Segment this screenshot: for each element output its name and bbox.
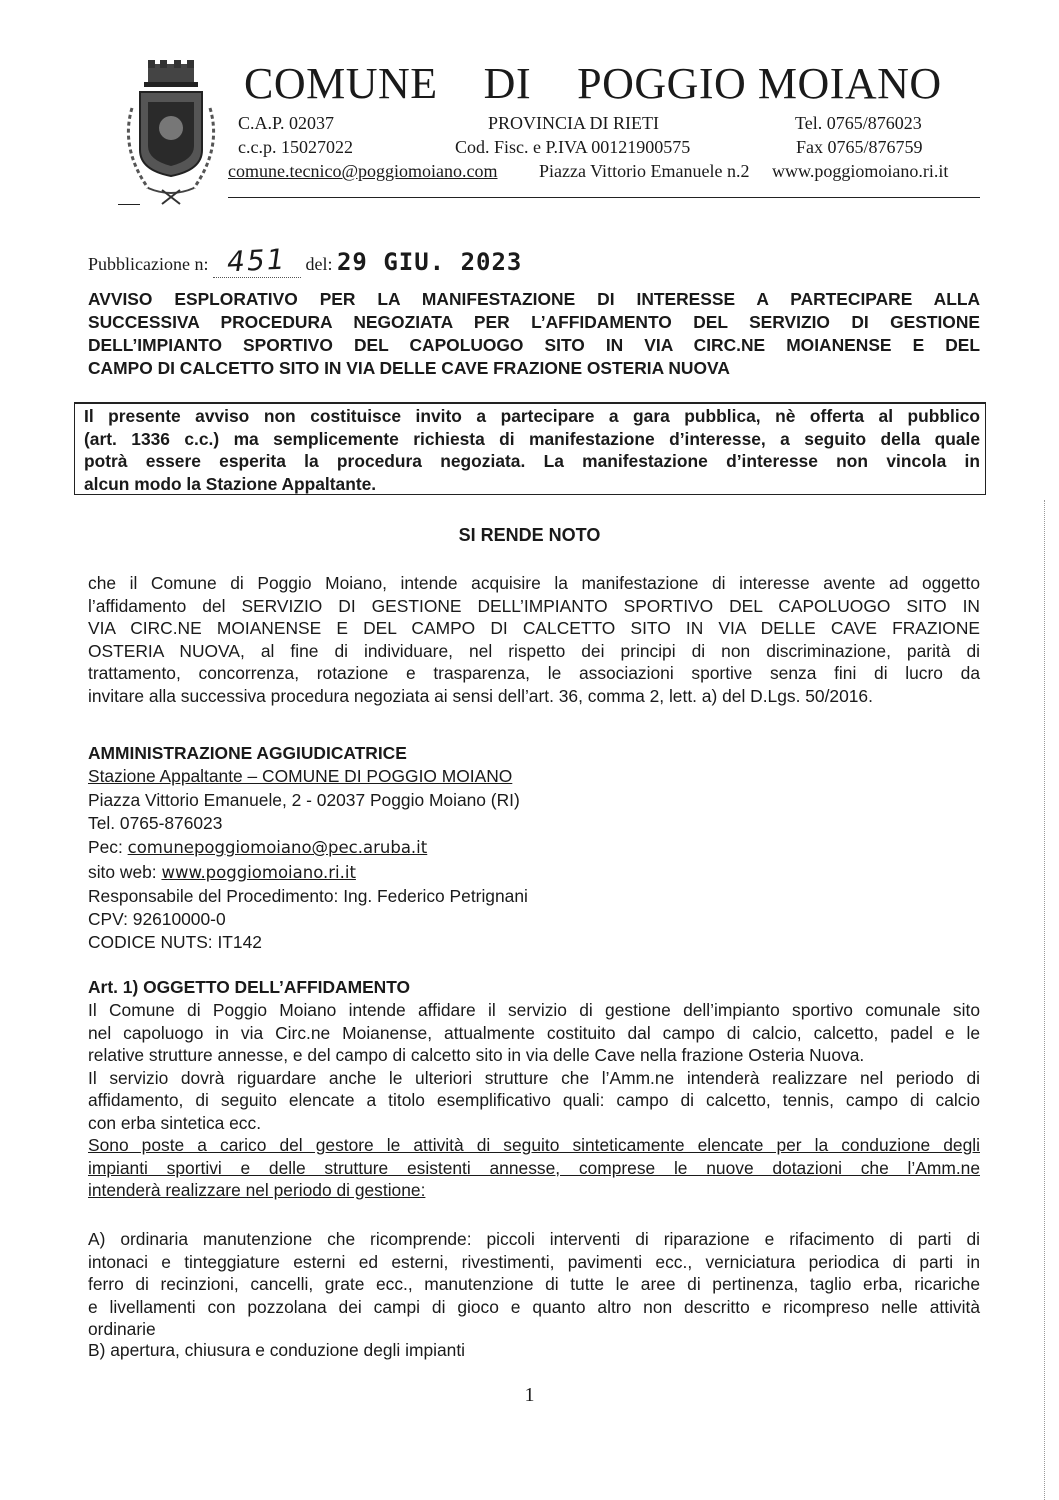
cap: C.A.P. 02037 [238, 113, 335, 133]
notice-line: potrà essere esperita la procedura negoziata. La manifestazione d’interesse non vincola in [84, 451, 980, 471]
admin-pec [88, 837, 427, 858]
page-number: 1 [524, 1384, 535, 1406]
paragraph-line: invitare alla successiva procedura negoziata ai sensi dell’art. 36, comma 2, lett. a) del D.Lgs. 50/2016. [88, 685, 873, 706]
paragraph-line: A) ordinaria manutenzione che ricomprende: piccoli interventi di riparazione e rifacimento di parti di [88, 1229, 980, 1249]
publication-number: 451 [226, 242, 288, 279]
fax: Fax 0765/876759 [796, 137, 923, 157]
province: PROVINCIA DI RIETI [488, 113, 659, 133]
scan-margin-mark [1044, 500, 1047, 1500]
paragraph-line: OSTERIA NUOVA, al fine di individuare, nel rispetto dei principi di non discriminazione, parità di [88, 640, 980, 661]
underlined-line: intenderà realizzare nel periodo di gestione: [88, 1180, 426, 1200]
title-line: SUCCESSIVA PROCEDURA NEGOZIATA PER L’AFFIDAMENTO DEL SERVIZIO DI GESTIONE [88, 312, 980, 332]
pec-label: Pec: [88, 837, 128, 857]
cpv-code: CPV: 92610000-0 [88, 909, 226, 929]
notice-line: (art. 1336 c.c.) ma semplicemente richiesta di manifestazione d’interesse, a seguito della quale [84, 428, 980, 449]
town-crest-icon [118, 58, 224, 208]
header-divider [228, 197, 980, 198]
paragraph-line: relative strutture annesse, e del campo di calcetto sito in via delle Cave nella frazione Osteria Nuova. [88, 1045, 865, 1065]
admin-website [88, 862, 356, 883]
paragraph-line: con erba sintetica ecc. [88, 1112, 262, 1133]
pec-link[interactable]: comunepoggiomoiano@pec.aruba.it [127, 838, 428, 857]
intro-paragraph [88, 572, 980, 707]
title-line: AVVISO ESPLORATIVO PER LA MANIFESTAZIONE DI INTERESSE A PARTECIPARE ALLA [88, 289, 980, 309]
website-label: sito web: [88, 862, 162, 882]
paragraph-line: trattamento, concorrenza, rotazione e trasparenza, le associazioni sportive senza fini di lucro da [88, 663, 980, 683]
contracting-station: Stazione Appaltante – COMUNE DI POGGIO MOIANO [88, 766, 513, 786]
paragraph-line: e livellamenti con pozzolana dei campi di gioco e quanto altro non descritto e ricompreso nelle attività [88, 1296, 980, 1317]
article-1-heading: Art. 1) OGGETTO DELL’AFFIDAMENTO [88, 977, 411, 997]
section-heading-rende-noto: SI RENDE NOTO [458, 525, 601, 545]
notice-text [84, 405, 980, 495]
tax-code: Cod. Fisc. e P.IVA 00121900575 [455, 137, 691, 157]
title-line: DELL’IMPIANTO SPORTIVO DEL CAPOLUOGO SITO IN VIA CIRC.NE MOIANENSE E DEL [88, 335, 980, 355]
admin-heading: AMMINISTRAZIONE AGGIUDICATRICE [88, 743, 407, 763]
admin-address: Piazza Vittorio Emanuele, 2 - 02037 Poggio Moiano (RI) [88, 790, 520, 810]
admin-phone: Tel. 0765-876023 [88, 813, 223, 833]
item-a [88, 1228, 980, 1341]
nuts-code: CODICE NUTS: IT142 [88, 932, 262, 952]
notice-box-top [74, 402, 986, 404]
procedure-manager: Responsabile del Procedimento: Ing. Federico Petrignani [88, 886, 528, 906]
address: Piazza Vittorio Emanuele n.2 [539, 161, 750, 181]
paragraph-line: che il Comune di Poggio Moiano, intende acquisire la manifestazione di interesse avente ad oggetto [88, 573, 980, 593]
paragraph-line: Il servizio dovrà riguardare anche le ulteriori strutture che l’Amm.ne intenderà realizzare nel periodo di [88, 1067, 980, 1088]
date-label: del: [305, 254, 333, 274]
header-dash [118, 204, 140, 205]
article-1-paragraph [88, 999, 980, 1202]
paragraph-line: intonaci e tinteggiature esterni ed esterni, rivestimenti, pavimenti ecc., verniciatura periodica di parti in [88, 1251, 980, 1272]
publication-date-stamp: 29 GIU. 2023 [336, 248, 523, 276]
admin-website-link[interactable]: www.poggiomoiano.ri.it [161, 863, 356, 882]
paragraph-line: ordinarie [88, 1319, 156, 1339]
notice-line: Il presente avviso non costituisce invito a partecipare a gara pubblica, nè offerta al pubblico [84, 406, 980, 426]
phone: Tel. 0765/876023 [795, 113, 922, 133]
item-b: B) apertura, chiusura e conduzione degli impianti [88, 1340, 466, 1360]
paragraph-line: l’affidamento del SERVIZIO DI GESTIONE DELL’IMPIANTO SPORTIVO DEL CAPOLUOGO SITO IN [88, 595, 980, 616]
website-link[interactable]: www.poggiomoiano.ri.it [772, 161, 949, 181]
paragraph-line: nel capoluogo in via Circ.ne Moianense, attualmente costituito dal campo di calcio, calcetto, padel e le [88, 1022, 980, 1043]
document-title [88, 288, 980, 380]
publication-label: Pubblicazione n: [88, 254, 209, 274]
postal-account: c.c.p. 15027022 [238, 137, 353, 157]
underlined-line: Sono poste a carico del gestore le attività di seguito sinteticamente elencate per la conduzione degli [88, 1135, 980, 1155]
paragraph-line: affidamento, di seguito elencate a titolo esemplificativo quali: campo di calcetto, tennis, campo di calcio [88, 1090, 980, 1110]
town-name: COMUNE DI POGGIO MOIANO [244, 59, 942, 108]
publication-line [88, 244, 522, 278]
notice-line: alcun modo la Stazione Appaltante. [84, 473, 377, 494]
email-link[interactable]: comune.tecnico@poggiomoiano.com [228, 161, 498, 181]
paragraph-line: VIA CIRC.NE MOIANENSE E DEL CAMPO DI CALCETTO SITO IN VIA DELLE CAVE FRAZIONE [88, 618, 980, 638]
title-line: CAMPO DI CALCETTO SITO IN VIA DELLE CAVE FRAZIONE OSTERIA NUOVA [88, 358, 730, 378]
underlined-line: impianti sportivi e delle strutture esistenti annesse, comprese le nuove dotazioni che l’Amm.ne [88, 1157, 980, 1178]
paragraph-line: ferro di recinzioni, cancelli, grate ecc., manutenzione di tutte le aree di pertinenza, taglio erba, ricariche [88, 1274, 980, 1294]
paragraph-line: Il Comune di Poggio Moiano intende affidare il servizio di gestione dell’impianto sportivo comunale sito [88, 1000, 980, 1020]
